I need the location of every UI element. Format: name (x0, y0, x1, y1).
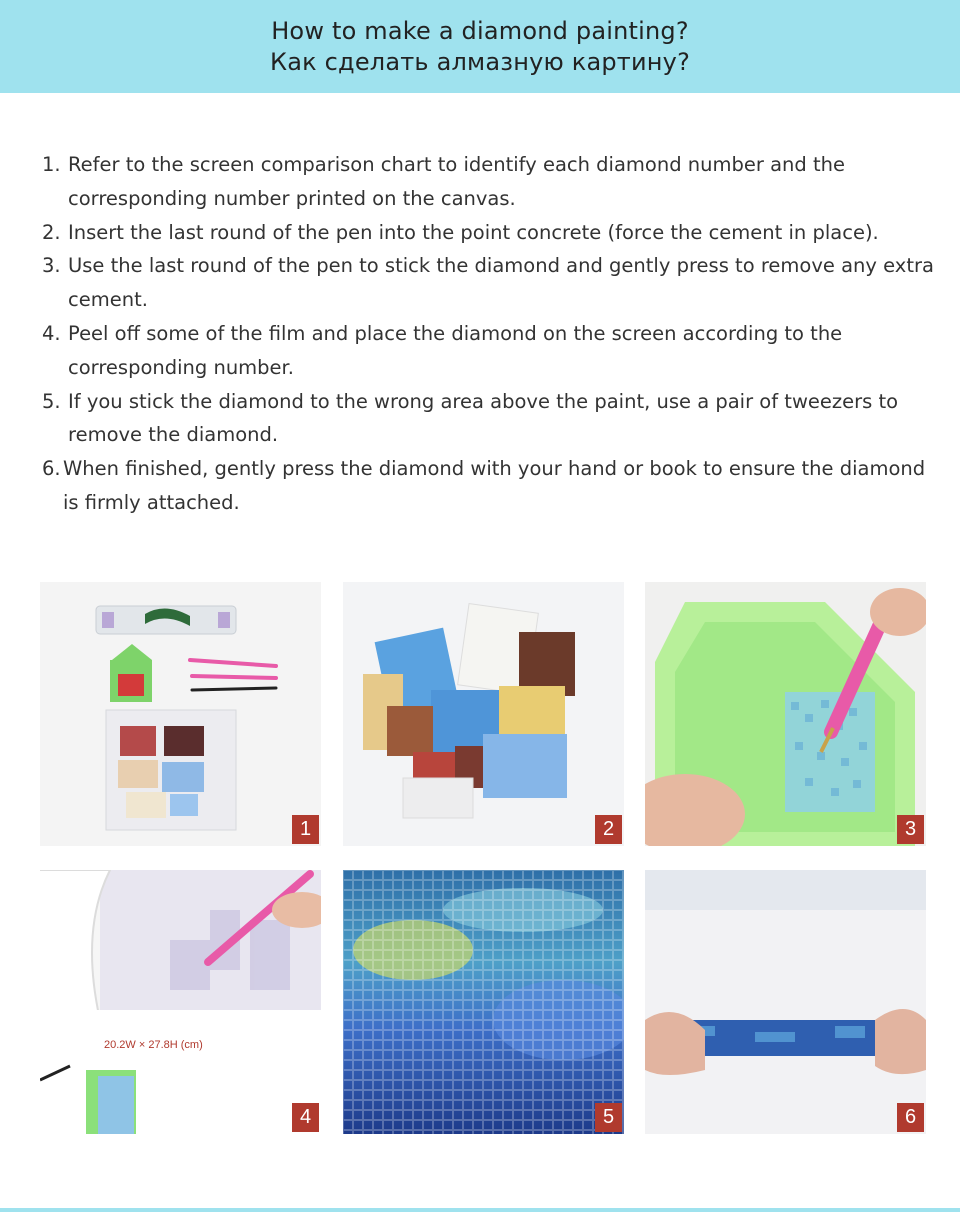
photo-number-badge: 4 (292, 1103, 319, 1132)
step-2 (40, 216, 940, 250)
canvas-size-label: 20.2W × 27.8H (cm) (104, 1039, 203, 1051)
photo-number-badge: 3 (897, 815, 924, 844)
photo-rolled-canvas (645, 870, 926, 1134)
step-number: 3. (42, 254, 61, 278)
step-number: 6. (42, 457, 61, 481)
photo-kit-contents (40, 582, 321, 846)
step-4 (40, 317, 940, 385)
step-text: When finished, gently press the diamond with your hand or book to ensure the diamond is firmly attached. (63, 457, 926, 514)
step-3 (40, 249, 940, 317)
photo-number-badge: 2 (595, 815, 622, 844)
step-number: 5. (42, 389, 61, 413)
step-1 (40, 148, 940, 216)
photo-diamond-closeup (343, 870, 624, 1134)
photo-number-badge: 6 (897, 1103, 924, 1132)
step-5 (40, 385, 940, 453)
photo-canvas-peel (40, 870, 321, 1134)
photo-tray-and-pen (645, 582, 926, 846)
step-text: Refer to the screen comparison chart to identify each diamond number and the corresponding number printed on the canvas. (68, 153, 845, 210)
photo-diamond-bags (343, 582, 624, 846)
step-number: 4. (42, 321, 61, 345)
instruction-list (40, 148, 940, 520)
photo-number-badge: 5 (595, 1103, 622, 1132)
photo-grid (40, 582, 926, 1134)
step-text: Insert the last round of the pen into the point concrete (force the cement in place). (68, 220, 879, 244)
step-number: 1. (42, 153, 61, 176)
step-text: Peel off some of the film and place the diamond on the screen according to the corresponding number. (68, 321, 843, 379)
photo-number-badge: 1 (292, 815, 319, 844)
step-number: 2. (42, 220, 61, 244)
step-6 (40, 452, 940, 520)
title-english: How to make a diamond painting? (271, 16, 689, 45)
title-russian: Как сделать алмазную картину? (269, 47, 691, 76)
page-header (0, 0, 960, 93)
step-text: If you stick the diamond to the wrong area above the paint, use a pair of tweezers to remove the diamond. (68, 389, 899, 447)
bottom-divider (0, 1208, 960, 1212)
step-text: Use the last round of the pen to stick the diamond and gently press to remove any extra cement. (68, 254, 934, 312)
